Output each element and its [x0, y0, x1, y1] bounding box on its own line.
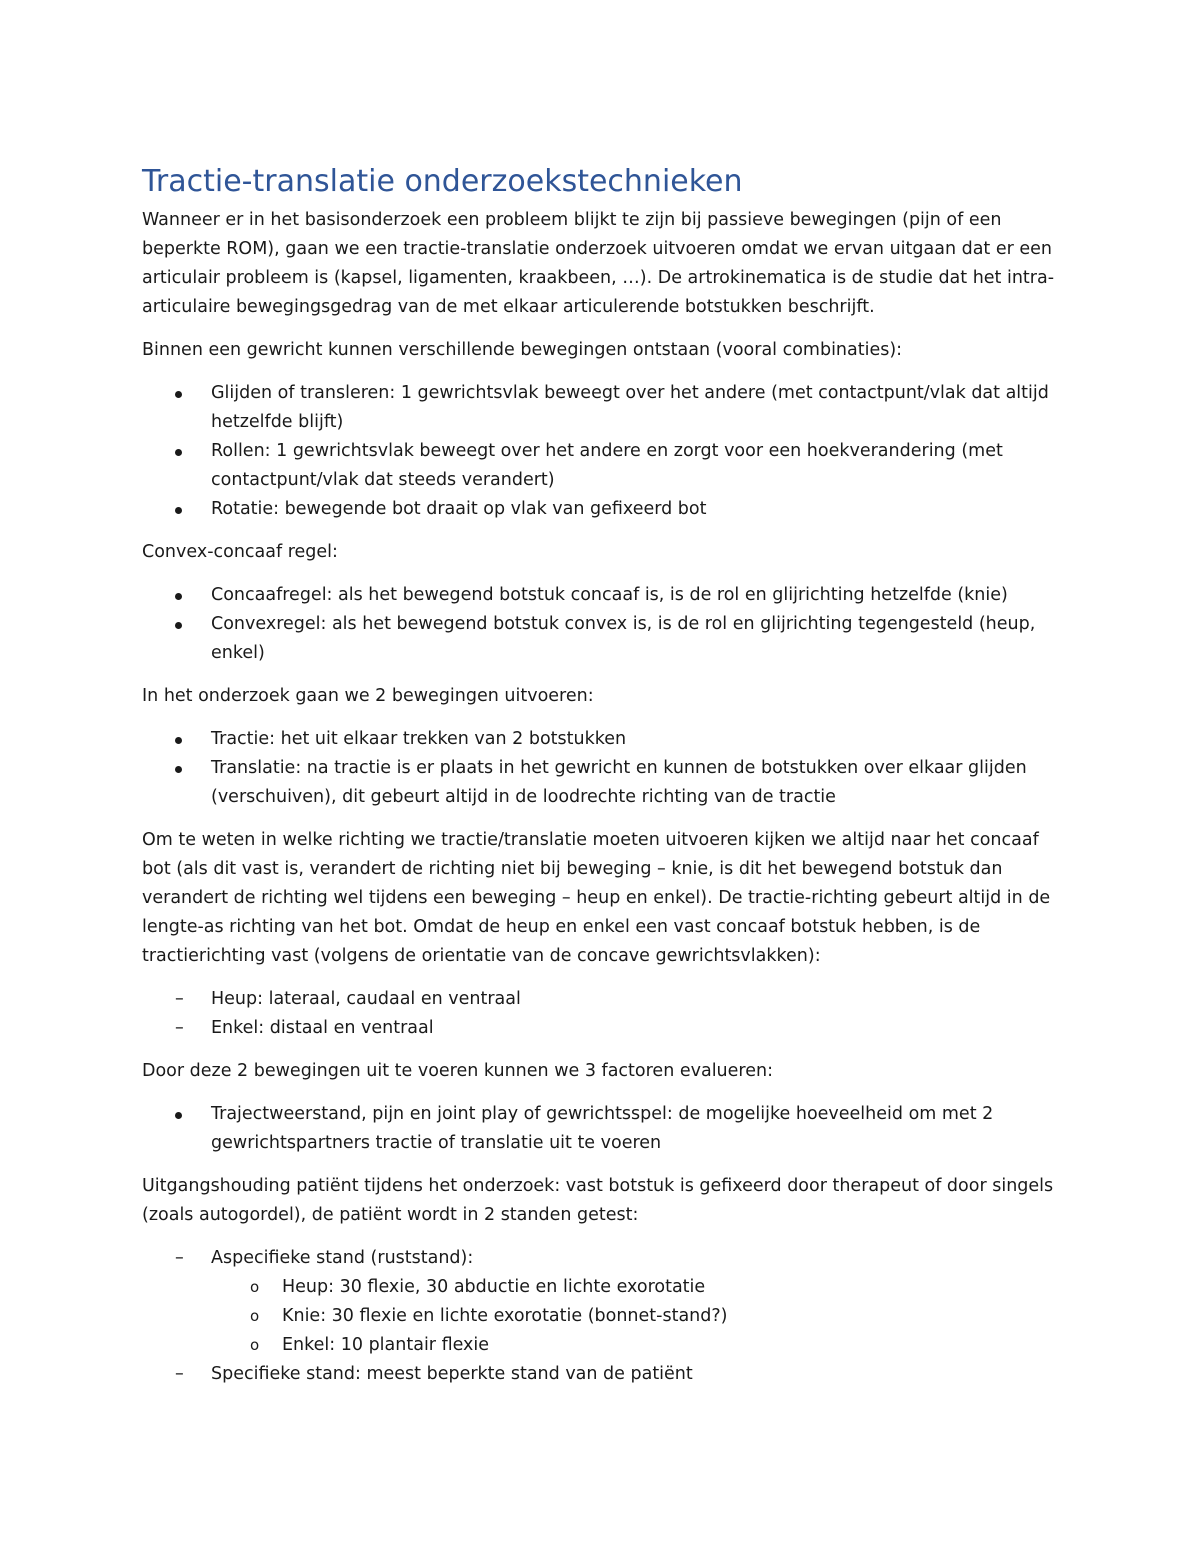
bullet-icon — [175, 766, 182, 773]
list-item: – Specifieke stand: meest beperkte stand van de patiënt — [142, 1360, 1057, 1389]
bullet-icon — [175, 1112, 182, 1119]
list-item: Concaafregel: als het bewegend botstuk concaaf is, is de rol en glijrichting hetzelfde (knie) — [142, 581, 1057, 610]
list-item: Trajectweerstand, pijn en joint play of gewrichtsspel: de mogelijke hoeveelheid om met 2 gewrichtspartners tractie of translatie uit te voeren — [142, 1100, 1057, 1158]
list-item: Convexregel: als het bewegend botstuk convex is, is de rol en glijrichting tegengesteld (heup, enkel) — [142, 610, 1057, 668]
movements-list — [142, 379, 1057, 524]
list-item: Rotatie: bewegende bot draait op vlak van gefixeerd bot — [142, 495, 1057, 524]
bullet-icon — [175, 449, 182, 456]
dash-icon: – — [175, 989, 184, 1009]
factors-list — [142, 1100, 1057, 1158]
circle-icon: o — [250, 1278, 260, 1296]
position-intro: Uitgangshouding patiënt tijdens het onderzoek: vast botstuk is gefixeerd door therapeut of door singels (zoals autogordel), de patiënt wordt in 2 standen getest: — [142, 1176, 1054, 1225]
bullet-icon — [175, 737, 182, 744]
bullet-icon — [175, 593, 182, 600]
circle-icon: o — [250, 1336, 260, 1354]
exam-movements-list — [142, 725, 1057, 812]
bullet-icon — [175, 507, 182, 514]
page-title: Tractie-translatie onderzoekstechnieken — [142, 164, 743, 199]
exam-intro: In het onderzoek gaan we 2 bewegingen uitvoeren: — [142, 686, 594, 706]
list-item: – Aspecifieke stand (ruststand): — [142, 1244, 1057, 1273]
direction-paragraph: Om te weten in welke richting we tractie/translatie moeten uitvoeren kijken we altijd naar het concaaf bot (als dit vast is, verandert de richting niet bij beweging – knie, is dit het bewegend botstuk dan verandert de richting wel tijdens een beweging – heup en enkel). De tractie-richting gebeurt altijd in de lengte-as richting van het bot. Omdat de heup en enkel een vast concaaf botstuk hebben, is de tractierichting vast (volgens de orientatie van de concave gewrichtsvlakken): — [142, 830, 1051, 966]
list-item: Glijden of transleren: 1 gewrichtsvlak beweegt over het andere (met contactpunt/vlak dat altijd hetzelfde blijft) — [142, 379, 1057, 437]
list-item: Tractie: het uit elkaar trekken van 2 botstukken — [142, 725, 1057, 754]
aspecific-sublist — [142, 1273, 1057, 1360]
list-item: – Enkel: distaal en ventraal — [142, 1014, 1057, 1043]
positions-list — [142, 1244, 1057, 1389]
list-item: – Heup: lateraal, caudaal en ventraal — [142, 985, 1057, 1014]
list-item: Translatie: na tractie is er plaats in het gewricht en kunnen de botstukken over elkaar glijden (verschuiven), dit gebeurt altijd in de loodrechte richting van de tractie — [142, 754, 1057, 812]
rules-list — [142, 581, 1057, 668]
dash-icon: – — [175, 1018, 184, 1038]
bullet-icon — [175, 391, 182, 398]
list-item: Rollen: 1 gewrichtsvlak beweegt over het andere en zorgt voor een hoekverandering (met contactpunt/vlak dat steeds verandert) — [142, 437, 1057, 495]
bullet-icon — [175, 622, 182, 629]
circle-icon: o — [250, 1307, 260, 1325]
document-page — [142, 162, 1057, 1403]
list-item: o Heup: 30 flexie, 30 abductie en lichte exorotatie — [142, 1273, 1057, 1302]
intro-paragraph: Wanneer er in het basisonderzoek een probleem blijkt te zijn bij passieve bewegingen (pijn of een beperkte ROM), gaan we een tractie-translatie onderzoek uitvoeren omdat we ervan uitgaan dat er een articulair probleem is (kapsel, ligamenten, kraakbeen, …). De artrokinematica is de studie dat het intra-articulaire bewegingsgedrag van de met elkaar articulerende botstukken beschrijft. — [142, 210, 1055, 317]
list-item: o Enkel: 10 plantair flexie — [142, 1331, 1057, 1360]
factors-intro: Door deze 2 bewegingen uit te voeren kunnen we 3 factoren evalueren: — [142, 1061, 773, 1081]
movements-intro: Binnen een gewricht kunnen verschillende bewegingen ontstaan (vooral combinaties): — [142, 340, 903, 360]
dash-icon: – — [175, 1248, 184, 1268]
list-item: o Knie: 30 flexie en lichte exorotatie (bonnet-stand?) — [142, 1302, 1057, 1331]
sublist-container — [142, 1273, 1057, 1360]
directions-list — [142, 985, 1057, 1043]
rule-intro: Convex-concaaf regel: — [142, 542, 338, 562]
dash-icon: – — [175, 1364, 184, 1384]
